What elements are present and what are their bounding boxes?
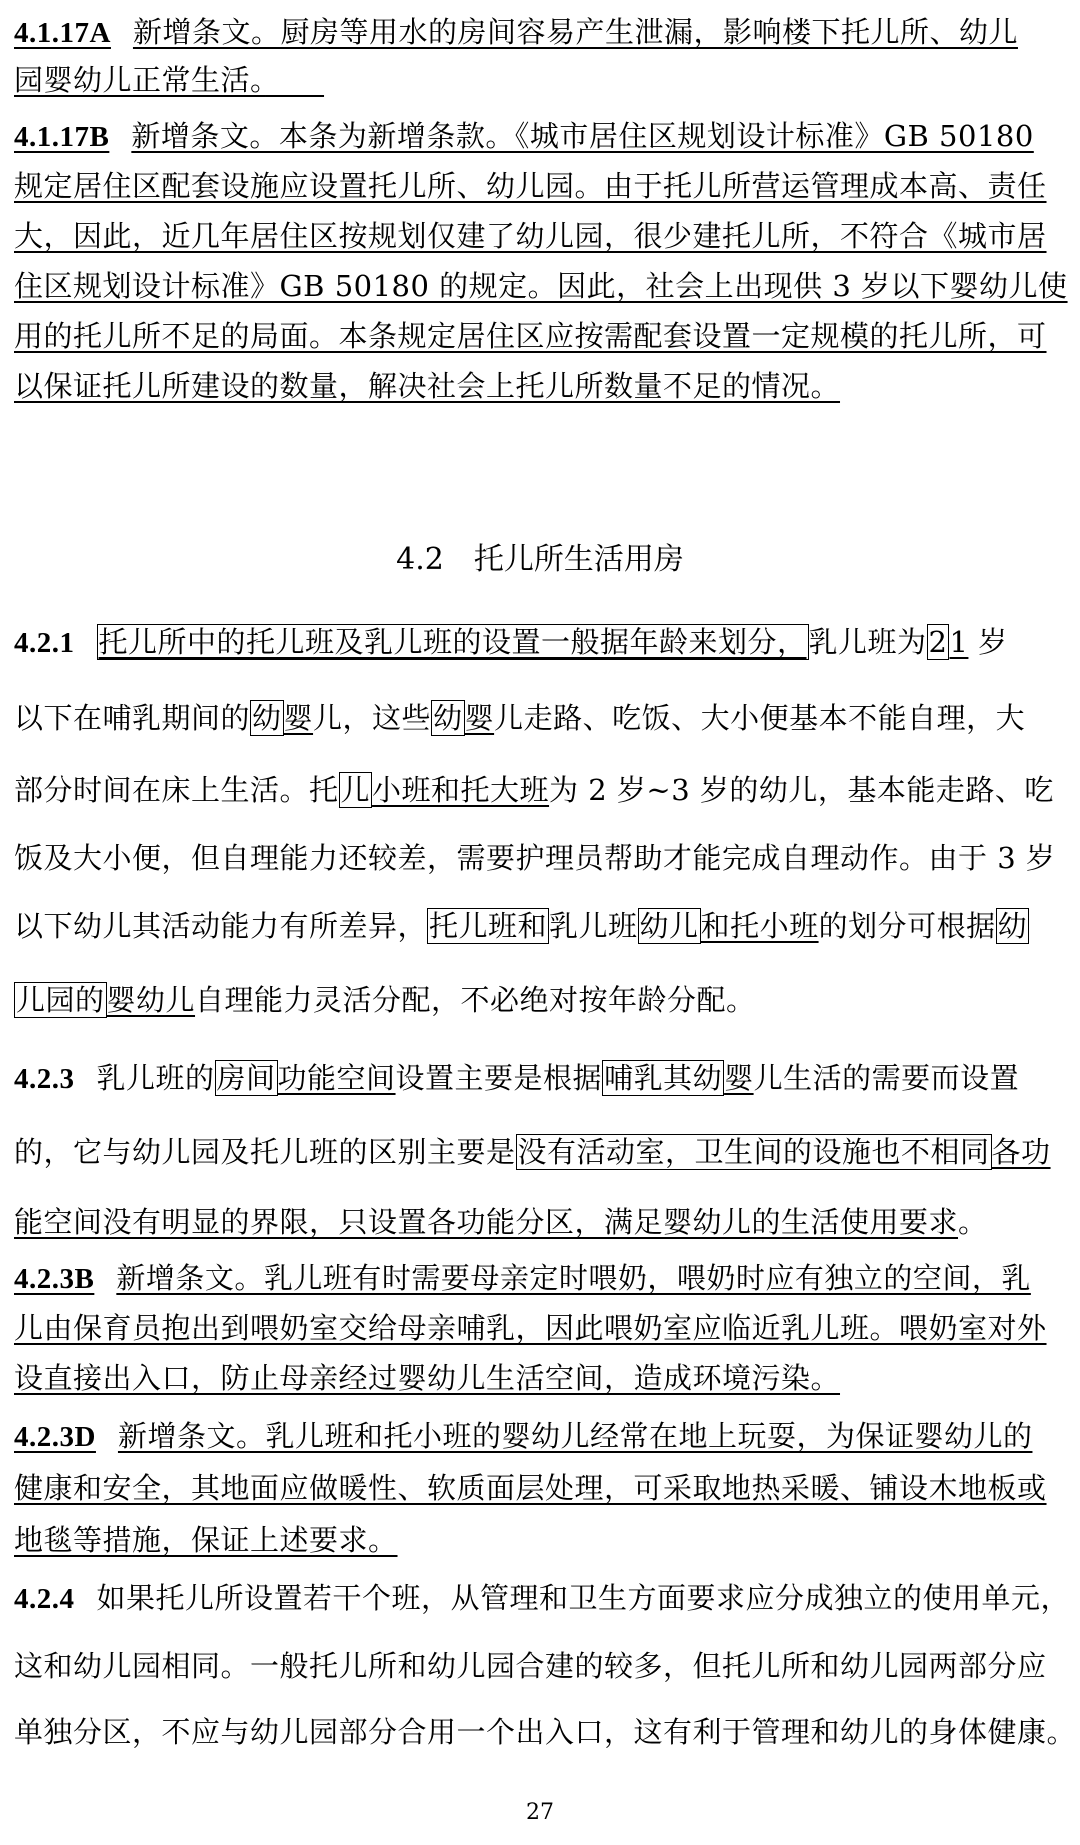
clause-4-2-3d-line-1 <box>14 1416 1032 1457</box>
clause-4-2-1-line-1 <box>14 622 1008 663</box>
inserted-text: 功能空间 <box>277 1061 396 1095</box>
clause-text: 用的托儿所不足的局面。本条规定居住区应按需配套设置一定规模的托儿所，可 <box>14 319 1047 353</box>
clause-text: 的划分可根据 <box>818 909 996 943</box>
inserted-text: 婴 <box>283 701 314 735</box>
clause-number: 4.2.3 <box>14 1063 75 1095</box>
clause-text: 以下在哺乳期间的 <box>14 701 251 735</box>
clause-4-2-3b-line-1 <box>14 1258 1031 1299</box>
clause-4-1-17b-line-3 <box>14 216 1047 256</box>
clause-text: 儿走路、吃饭、大小便基本不能自理，大 <box>494 701 1026 735</box>
clause-4-2-3-line-3 <box>14 1202 988 1242</box>
inserted-text: 婴幼儿 <box>106 983 196 1017</box>
deleted-text: 没有活动室，卫生间的设施也不相同 <box>517 1135 990 1169</box>
clause-text: 儿，这些 <box>313 701 432 735</box>
inserted-text: 1 <box>949 625 969 659</box>
inserted-text: 婴 <box>724 1061 754 1095</box>
clause-4-2-3d-line-2 <box>14 1468 1047 1508</box>
clause-text: 新增条文。乳儿班有时需要母亲定时喂奶，喂奶时应有独立的空间，乳 <box>116 1261 1031 1295</box>
clause-text: 乳儿班 <box>549 909 638 943</box>
deleted-text: 幼 <box>997 909 1028 943</box>
inserted-text: 各功 <box>991 1135 1051 1169</box>
clause-4-2-1-line-5 <box>14 906 1029 946</box>
clause-4-2-1-line-2 <box>14 698 1025 738</box>
clause-text: 健康和安全，其地面应做暖性、软质面层处理，可采取地热采暖、铺设木地板或 <box>14 1471 1047 1505</box>
clause-text: 单独分区，不应与幼儿园部分合用一个出入口，这有利于管理和幼儿的身体健康。 <box>14 1715 1077 1749</box>
clause-4-2-3d-line-3 <box>14 1520 398 1560</box>
clause-4-1-17b-line-5 <box>14 316 1047 356</box>
clause-4-2-3b-line-3 <box>14 1358 840 1398</box>
clause-text: 新增条文。本条为新增条款。《城市居住区规划设计标准》GB 50180 <box>131 119 1034 153</box>
clause-text: 为 2 岁~3 岁的幼儿，基本能走路、吃 <box>549 773 1054 807</box>
clause-number: 4.2.3D <box>14 1421 96 1453</box>
clause-number: 4.1.17B <box>14 121 110 153</box>
clause-number: 4.2.4 <box>14 1583 75 1615</box>
clause-4-1-17b-line-1 <box>14 116 1034 157</box>
deleted-text: 托儿所中的托儿班及乳儿班的设置一般据年龄来划分， <box>98 625 807 659</box>
deleted-text: 房间 <box>216 1061 276 1095</box>
clause-text: 新增条文。乳儿班和托小班的婴幼儿经常在地上玩耍，为保证婴幼儿的 <box>117 1419 1033 1453</box>
clause-4-1-17b-line-2 <box>14 166 1047 206</box>
inserted-text: 小班和托大班 <box>372 773 550 807</box>
clause-4-2-4-line-3 <box>14 1712 1076 1752</box>
clause-4-2-4-line-2 <box>14 1646 1047 1686</box>
deleted-text: 幼儿 <box>639 909 699 943</box>
clause-text: 园婴幼儿正常生活。 <box>14 63 266 97</box>
deleted-text: 幼 <box>433 701 463 735</box>
clause-4-1-17a-line-1 <box>14 12 1018 53</box>
deleted-text: 幼 <box>252 701 282 735</box>
clause-text: 岁 <box>978 625 1008 659</box>
deleted-text: 儿 <box>340 773 371 807</box>
clause-number: 4.1.17A <box>14 17 111 49</box>
clause-text: 规定居住区配套设施应设置托儿所、幼儿园。由于托儿所营运管理成本高、责任 <box>14 169 1047 203</box>
deleted-text: 托儿班和 <box>429 909 548 943</box>
clause-text: 儿生活的需要而设置 <box>753 1061 1020 1095</box>
inserted-text: 婴 <box>464 701 495 735</box>
deleted-text: 哺乳其幼 <box>604 1061 723 1095</box>
clause-text: 乳儿班的 <box>96 1061 215 1095</box>
clause-text: 乳儿班为 <box>808 625 927 659</box>
clause-text: 设置主要是根据 <box>395 1061 603 1095</box>
clause-text: 地毯等措施，保证上述要求。 <box>14 1523 398 1557</box>
clause-text: 的，它与幼儿园及托儿班的区别主要是 <box>14 1135 516 1169</box>
clause-text: 部分时间在床上生活。托 <box>14 773 339 807</box>
clause-text: 儿由保育员抱出到喂奶室交给母亲哺乳，因此喂奶室应临近乳儿班。喂奶室对外 <box>14 1311 1047 1345</box>
deleted-text: 儿园的 <box>16 983 105 1017</box>
clause-4-1-17b-line-4 <box>14 266 1068 306</box>
clause-4-2-3-line-2 <box>14 1132 1051 1172</box>
page-number: 27 <box>526 1800 554 1825</box>
clause-4-2-1-line-4 <box>14 838 1055 878</box>
clause-text: 。 <box>958 1205 988 1239</box>
clause-4-2-3b-line-2 <box>14 1308 1047 1348</box>
clause-text: 自理能力灵活分配，不必绝对按年龄分配。 <box>195 983 756 1017</box>
clause-4-1-17a-line-2 <box>14 60 324 100</box>
clause-text: 以下幼儿其活动能力有所差异， <box>14 909 428 943</box>
clause-text: 以保证托儿所建设的数量，解决社会上托儿所数量不足的情况。 <box>14 369 841 403</box>
inserted-text: 和托小班 <box>700 909 819 943</box>
clause-4-2-3-line-1 <box>14 1058 1019 1099</box>
clause-text: 设直接出入口，防止母亲经过婴幼儿生活空间，造成环境污染。 <box>14 1361 841 1395</box>
clause-text: 大，因此，近几年居住区按规划仅建了幼儿园，很少建托儿所，不符合《城市居 <box>14 219 1047 253</box>
clause-text: 住区规划设计标准》GB 50180 的规定。因此，社会上出现供 3 岁以下婴幼儿使 <box>14 269 1068 303</box>
section-heading: 4.2 托儿所生活用房 <box>396 542 684 577</box>
clause-4-2-1-line-3 <box>14 770 1054 810</box>
clause-4-1-17b-line-6 <box>14 366 840 406</box>
clause-text: 如果托儿所设置若干个班，从管理和卫生方面要求应分成独立的使用单元， <box>96 1581 1071 1615</box>
clause-4-2-1-line-6 <box>14 980 756 1020</box>
inserted-text: 能空间没有明显的界限，只设置各功能分区，满足婴幼儿的生活使用要求 <box>14 1205 959 1239</box>
clause-number: 4.2.3B <box>14 1263 95 1295</box>
clause-text: 新增条文。厨房等用水的房间容易产生泄漏，影响楼下托儿所、幼儿 <box>132 15 1018 49</box>
deleted-text: 2 <box>928 625 948 659</box>
clause-number: 4.2.1 <box>14 627 75 659</box>
clause-text: 饭及大小便，但自理能力还较差，需要护理员帮助才能完成自理动作。由于 3 岁 <box>14 841 1056 875</box>
clause-text: 这和幼儿园相同。一般托儿所和幼儿园合建的较多，但托儿所和幼儿园两部分应 <box>14 1649 1047 1683</box>
clause-4-2-4-line-1 <box>14 1578 1070 1619</box>
